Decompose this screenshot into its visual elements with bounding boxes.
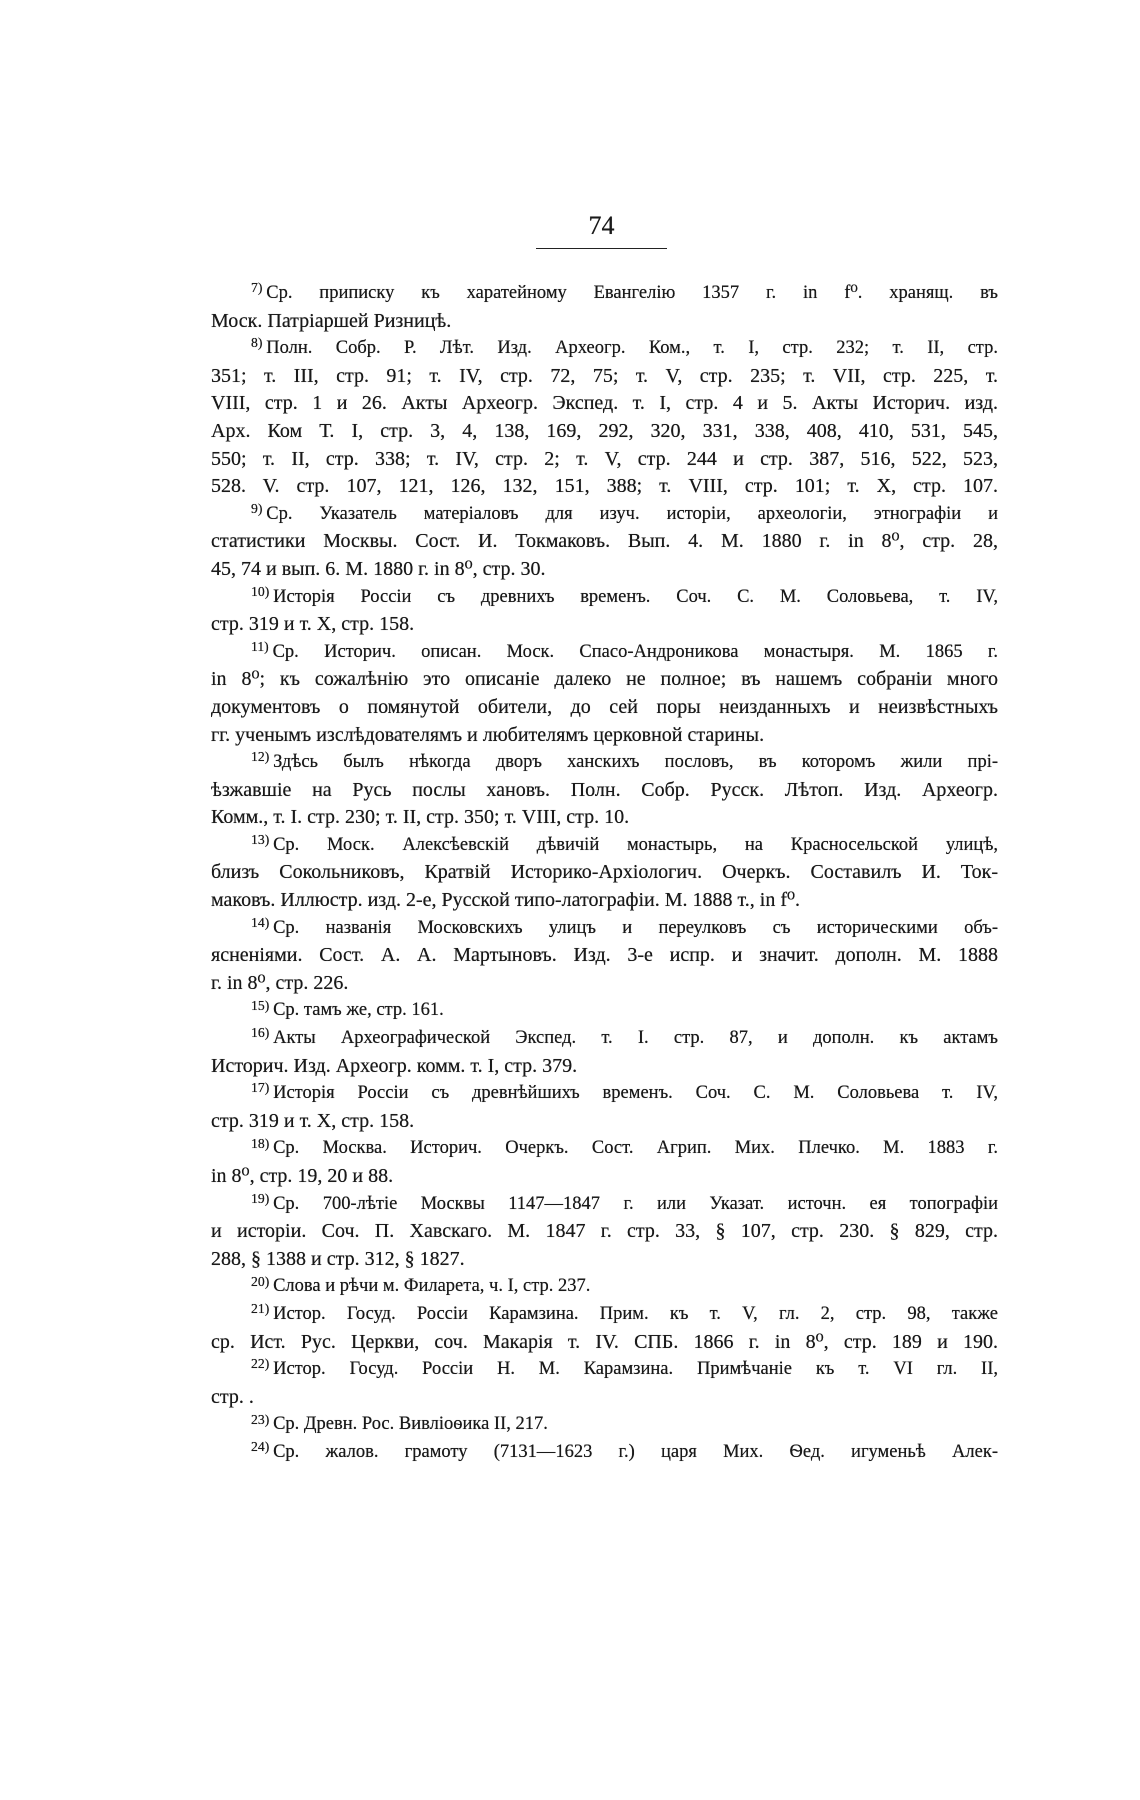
footnote-line: Историч. Изд. Археогр. комм. т. I, стр. 379. — [211, 1054, 578, 1077]
footnote-text: Ср. Москва. Историч. Очеркъ. Сост. Агрип. Мих. Плечко. М. 1883 г. — [273, 1138, 998, 1159]
footnote-line — [211, 749, 998, 777]
footnote-line: in 8⁰; къ сожалѣнію это описаніе далеко не полное; въ нашемъ собраніи много — [211, 668, 998, 691]
footnote-text: Исторія Россіи съ древнихъ временъ. Соч. С. М. Соловьева, т. IV, — [273, 586, 998, 607]
footnote — [211, 1301, 998, 1356]
footnote-marker: 12) — [251, 749, 270, 765]
footnote-line: 288, § 1388 и стр. 312, § 1827. — [211, 1247, 465, 1270]
footnote-marker: 11) — [251, 638, 269, 654]
footnote-line: стр. 319 и т. X, стр. 158. — [211, 613, 415, 636]
footnote-marker: 19) — [251, 1190, 270, 1206]
footnote-line: 550; т. II, стр. 338; т. IV, стр. 2; т. V, стр. 244 и стр. 387, 516, 522, 523, — [211, 447, 998, 470]
footnote-line — [211, 584, 998, 612]
footnote-marker: 20) — [251, 1273, 270, 1289]
footnote — [211, 1439, 998, 1467]
footnote-marker: 16) — [251, 1025, 270, 1041]
footnote-text: Ср. Древн. Рос. Вивліоѳика II, 217. — [273, 1414, 548, 1435]
footnote — [211, 639, 998, 749]
footnote-line: ясненіями. Сост. А. А. Мартыновъ. Изд. 3-е испр. и значит. дополн. М. 1888 — [211, 944, 998, 967]
footnote-line: документовъ о помянутой обители, до сей поры неизданныхъ и неизвѣстныхъ — [211, 695, 998, 718]
footnote-line — [211, 639, 998, 667]
footnote-marker: 22) — [251, 1356, 270, 1372]
footnote-line — [211, 1356, 998, 1384]
footnote-line: 351; т. III, стр. 91; т. IV, стр. 72, 75; т. V, стр. 235; т. VII, стр. 225, т. — [211, 364, 998, 387]
footnote-text: Истор. Госуд. Россіи Н. М. Карамзина. Примѣчаніе къ т. VI гл. II, — [273, 1359, 998, 1380]
footnote — [211, 335, 998, 501]
footnote — [211, 1356, 998, 1411]
footnote-marker: 9) — [251, 501, 263, 517]
footnote-line: VIII, стр. 1 и 26. Акты Археогр. Экспед. т. I, стр. 4 и 5. Акты Историч. изд. — [211, 392, 998, 415]
footnote-text: Истор. Госуд. Россіи Карамзина. Прим. къ т. V, гл. 2, стр. 98, также — [273, 1303, 998, 1324]
footnote — [211, 1080, 998, 1135]
footnote-marker: 14) — [251, 914, 270, 930]
footnote-line — [211, 1301, 998, 1329]
footnote-marker: 8) — [251, 335, 263, 351]
footnote-line: близъ Сокольниковъ, Кратвій Историко-Архіологич. Очеркъ. Составилъ И. Ток- — [211, 861, 998, 884]
footnote-line: стр. . — [211, 1385, 254, 1408]
footnote — [211, 997, 998, 1025]
page-number-rule — [536, 248, 667, 249]
footnote — [211, 1411, 998, 1439]
footnote-line — [211, 915, 998, 943]
footnote-line — [211, 832, 998, 860]
footnote-text: Акты Археографической Экспед. т. I. стр. 87, и дополн. къ актамъ — [273, 1028, 998, 1049]
footnote-marker: 10) — [251, 583, 270, 599]
footnote-marker: 18) — [251, 1135, 270, 1151]
footnote-text: Ср. жалов. грамоту (7131—1623 г.) царя Мих. Ѳед. игуменьѣ Алек- — [273, 1441, 998, 1462]
footnote-line — [211, 1080, 998, 1108]
footnote — [211, 501, 998, 584]
footnote-text: Ср. тамъ же, стр. 161. — [273, 1000, 444, 1021]
footnote-text: Ср. приписку къ харатейному Евангелію 1357 г. in f⁰. хранящ. въ — [266, 283, 998, 303]
footnote — [211, 584, 998, 639]
footnote-line: Моск. Патріаршей Ризницѣ. — [211, 309, 452, 332]
footnote-text: Ср. Историч. описан. Моск. Спасо-Андроникова монастыря. М. 1865 г. — [272, 641, 998, 662]
footnote-line — [211, 1191, 998, 1219]
footnote-marker: 13) — [251, 832, 270, 848]
footnote-marker: 21) — [251, 1301, 270, 1317]
footnote-line: маковъ. Иллюстр. изд. 2-е, Русской типо-латографіи. М. 1888 т., in f⁰. — [211, 889, 801, 912]
footnote-line — [211, 1135, 998, 1163]
footnote — [211, 1273, 998, 1301]
footnote-text: Ср. Моск. Алексѣевскій дѣвичій монастырь, на Красносельской улицѣ, — [273, 834, 998, 855]
footnote — [211, 280, 998, 335]
footnote-line: ѣзжавшіе на Русь послы хановъ. Полн. Собр. Русск. Лѣтоп. Изд. Археогр. — [211, 778, 998, 801]
footnote-line: 528. V. стр. 107, 121, 126, 132, 151, 388; т. VIII, стр. 101; т. X, стр. 107. — [211, 475, 998, 498]
footnote — [211, 1191, 998, 1274]
footnote-line — [211, 335, 998, 363]
footnote-line: стр. 319 и т. X, стр. 158. — [211, 1109, 415, 1132]
footnote-marker: 15) — [251, 997, 270, 1013]
footnote-line — [211, 997, 998, 1025]
footnote-text: Исторія Россіи съ древнѣйшихъ временъ. Соч. С. М. Соловьева т. IV, — [273, 1083, 998, 1104]
footnote-line: и исторіи. Соч. П. Хавскаго. М. 1847 г. стр. 33, § 107, стр. 230. § 829, стр. — [211, 1220, 998, 1243]
footnote-marker: 17) — [251, 1080, 270, 1096]
footnote-line — [211, 1439, 998, 1467]
footnote-line: 45, 74 и вып. 6. М. 1880 г. in 8⁰, стр. 30. — [211, 557, 546, 580]
footnote — [211, 1025, 998, 1080]
footnote-marker: 23) — [251, 1411, 270, 1427]
footnote-line — [211, 1025, 998, 1053]
footnote-line: ср. Ист. Рус. Церкви, соч. Макарія т. IV. СПБ. 1866 г. in 8⁰, стр. 189 и 190. — [211, 1330, 998, 1353]
footnote-line: in 8⁰, стр. 19, 20 и 88. — [211, 1165, 394, 1187]
footnote-line: г. in 8⁰, стр. 226. — [211, 971, 349, 994]
footnote — [211, 1135, 998, 1190]
footnote-line: статистики Москвы. Сост. И. Токмаковъ. Вып. 4. М. 1880 г. in 8⁰, стр. 28, — [211, 530, 998, 553]
footnote-text: Ср. названія Московскихъ улицъ и переулковъ съ историческими объ- — [273, 917, 998, 938]
footnote — [211, 832, 998, 915]
footnote-text: Ср. Указатель матеріаловъ для изуч. исторіи, археологіи, этнографіи и — [266, 503, 998, 524]
footnote-marker: 7) — [251, 280, 263, 296]
footnote-line — [211, 1411, 998, 1439]
footnote-line: Арх. Ком Т. I, стр. 3, 4, 138, 169, 292, 320, 331, 338, 408, 410, 531, 545, — [211, 419, 998, 442]
footnote-line — [211, 280, 998, 308]
footnote — [211, 915, 998, 998]
footnote — [211, 749, 998, 832]
footnote-line: гг. ученымъ изслѣдователямъ и любителямъ церковной старины. — [211, 723, 765, 746]
page-number: 74 — [588, 211, 615, 240]
footnote-text: Здѣсь былъ нѣкогда дворъ ханскихъ пословъ, въ которомъ жили прі- — [273, 752, 998, 773]
footnote-text: Слова и рѣчи м. Филарета, ч. I, стр. 237. — [273, 1276, 591, 1297]
footnotes — [211, 280, 998, 1467]
footnote-text: Ср. 700-лѣтіе Москвы 1147—1847 г. или Указат. источн. ея топографіи — [273, 1193, 998, 1214]
footnote-line — [211, 1273, 998, 1301]
footnote-line: Комм., т. I. стр. 230; т. II, стр. 350; т. VIII, стр. 10. — [211, 806, 630, 829]
footnote-text: Полн. Собр. Р. Лѣт. Изд. Археогр. Ком., т. I, стр. 232; т. II, стр. — [266, 338, 998, 359]
footnote-line — [211, 501, 998, 529]
footnote-marker: 24) — [251, 1439, 270, 1455]
